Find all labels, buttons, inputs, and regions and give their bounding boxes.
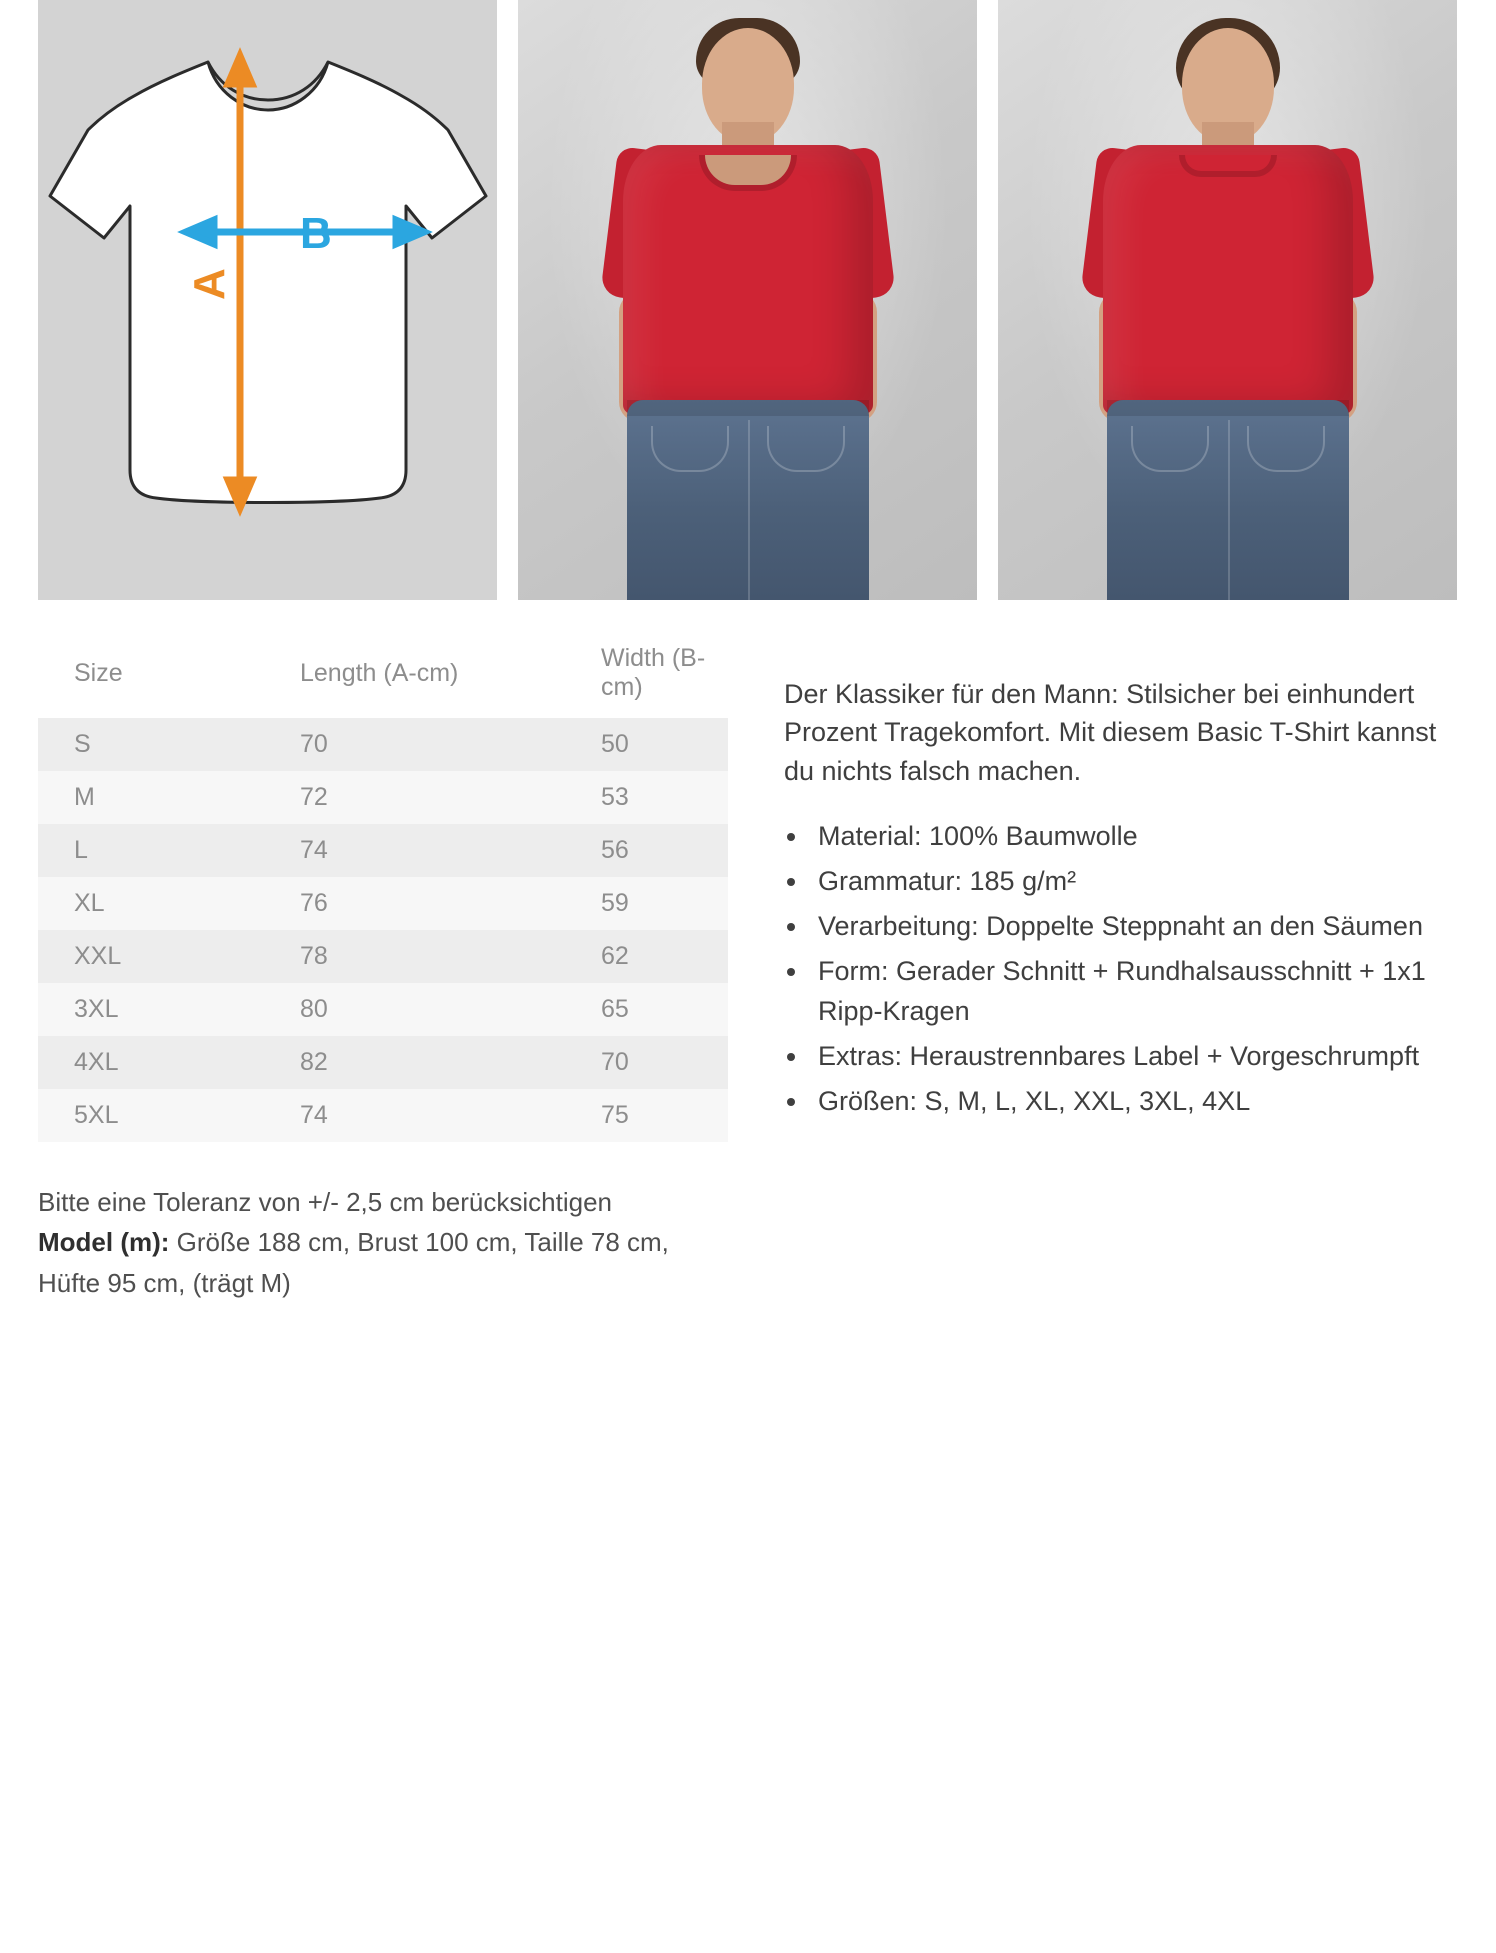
header-length: Length (A-cm) [300,658,459,687]
table-row [38,824,728,877]
header-width: Width (B-cm) [601,644,706,701]
cell-size: 4XL [74,1048,119,1076]
cell-width: 56 [601,836,629,864]
cell-length: 82 [300,1048,328,1076]
table-row [38,930,728,983]
cell-size: XL [74,889,105,917]
description-intro: Der Klassiker für den Mann: Stilsicher bei einhundert Prozent Tragekomfort. Mit diesem Basic T-Shirt kannst du nichts falsch machen. [784,679,1437,786]
table-row [38,771,728,824]
cell-size: L [74,836,88,864]
model-jeans-back [1107,400,1349,600]
table-row [38,983,728,1036]
model-jeans-front [627,400,869,600]
header-size: Size [74,658,123,687]
cell-size: S [74,730,91,758]
cell-width: 62 [601,942,629,970]
cell-length: 72 [300,783,328,811]
cell-length: 76 [300,889,328,917]
measurement-notes [38,1182,728,1303]
feature-list [784,817,1444,1121]
list-item: • Grammatur: 185 g/m² [810,862,1444,901]
model-front-photo [518,0,977,600]
cell-length: 80 [300,995,328,1023]
size-diagram-panel [38,0,497,600]
cell-length: 78 [300,942,328,970]
list-item: • Form: Gerader Schnitt + Rundhalsausschnitt + 1x1 Ripp-Kragen [810,952,1444,1030]
diagram-label-length: A [185,268,234,300]
size-table-column [38,630,728,1303]
cell-size: 5XL [74,1101,119,1129]
diagram-label-width: B [300,209,332,258]
cell-length: 74 [300,1101,328,1129]
list-item: • Material: 100% Baumwolle [810,817,1444,856]
description-column [784,630,1444,1303]
cell-width: 59 [601,889,629,917]
cell-width: 53 [601,783,629,811]
table-row [38,1036,728,1089]
cell-size: M [74,783,95,811]
table-row [38,718,728,771]
cell-size: XXL [74,942,122,970]
model-label: Model (m): [38,1227,170,1258]
details-section [38,630,1458,1303]
table-row [38,877,728,930]
cell-length: 74 [300,836,328,864]
tolerance-note: Bitte eine Toleranz von +/- 2,5 cm berücksichtigen [38,1187,612,1217]
cell-size: 3XL [74,995,119,1023]
table-row [38,1089,728,1142]
cell-width: 50 [601,730,629,758]
list-item: • Verarbeitung: Doppelte Steppnaht an den Säumen [810,907,1444,946]
model-measurements: Größe 188 cm, Brust 100 cm, Taille 78 cm, Hüfte 95 cm, (trägt M) [38,1227,669,1298]
product-image-row [38,0,1458,600]
list-item: • Extras: Heraustrennbares Label + Vorgeschrumpft [810,1037,1444,1076]
model-note [38,1222,728,1303]
model-back-photo [998,0,1457,600]
cell-length: 70 [300,730,328,758]
table-header-row [38,630,728,718]
cell-width: 75 [601,1101,629,1129]
cell-width: 65 [601,995,629,1023]
red-tshirt-back [1103,145,1353,415]
shirt-collar-back [1179,155,1277,177]
size-chart-table [38,630,728,1142]
shirt-collar-front [699,155,797,191]
list-item: • Größen: S, M, L, XL, XXL, 3XL, 4XL [810,1082,1444,1121]
tshirt-outline-svg [38,0,497,600]
red-tshirt-front [623,145,873,415]
cell-width: 70 [601,1048,629,1076]
